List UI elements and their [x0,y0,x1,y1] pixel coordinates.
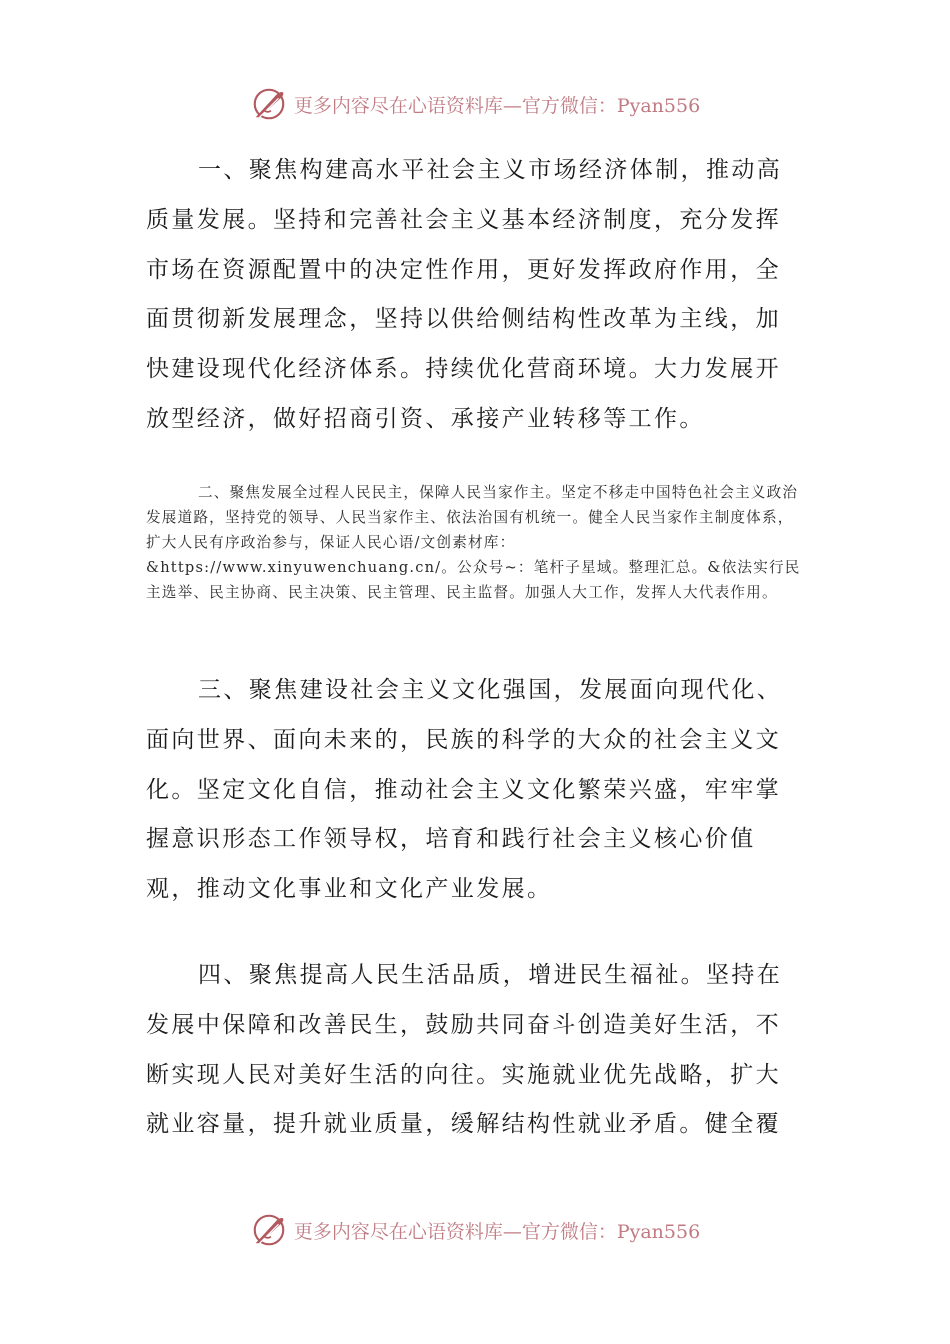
paragraph-section-3: 三、聚焦建设社会主义文化强国，发展面向现代化、面向世界、面向未来的，民族的科学的大众的社会主义文化。坚定文化自信，推动社会主义文化繁荣兴盛，牢牢掌握意识形态工作领导权，培育和践行社会主义核心价值观，推动文化事业和文化产业发展。 [146,677,783,903]
quill-pen-logo-icon [250,1211,288,1249]
paragraph-section-4: 四、聚焦提高人民生活品质，增进民生福祉。坚持在发展中保障和改善民生，鼓励共同奋斗创造美好生活，不断实现人民对美好生活的向往。实施就业优先战略，扩大就业容量，提升就业质量，缓解结构性就业矛盾。健全覆 [146,962,783,1138]
banner-text: 更多内容尽在心语资料库—官方微信：Pyan556 [293,1220,701,1243]
paragraph-section-2: 二、聚焦发展全过程人民民主，保障人民当家作主。坚定不移走中国特色社会主义政治发展道路，坚持党的领导、人民当家作主、依法治国有机统一。健全人民当家作主制度体系，扩大人民有序政治参与，保证人民心语/文创素材库：&https://www.xinyuwenchuang.cn/。公众号~：笔杆子星域。整理汇总。&依法实行民主选举、民主协商、民主决策、民主管理、民主监督。加强人大工作，发挥人大代表作用。 [146,484,801,601]
header-banner [0,82,950,126]
quill-pen-logo-icon [250,85,288,123]
paragraph-section-1: 一、聚焦构建高水平社会主义市场经济体制，推动高质量发展。坚持和完善社会主义基本经济制度，充分发挥市场在资源配置中的决定性作用，更好发挥政府作用，全面贯彻新发展理念，坚持以供给侧结构性改革为主线，加快建设现代化经济体系。持续优化营商环境。大力发展开放型经济，做好招商引资、承接产业转移等工作。 [146,157,783,432]
footer-banner [0,1208,950,1252]
banner-text: 更多内容尽在心语资料库—官方微信：Pyan556 [293,94,701,117]
